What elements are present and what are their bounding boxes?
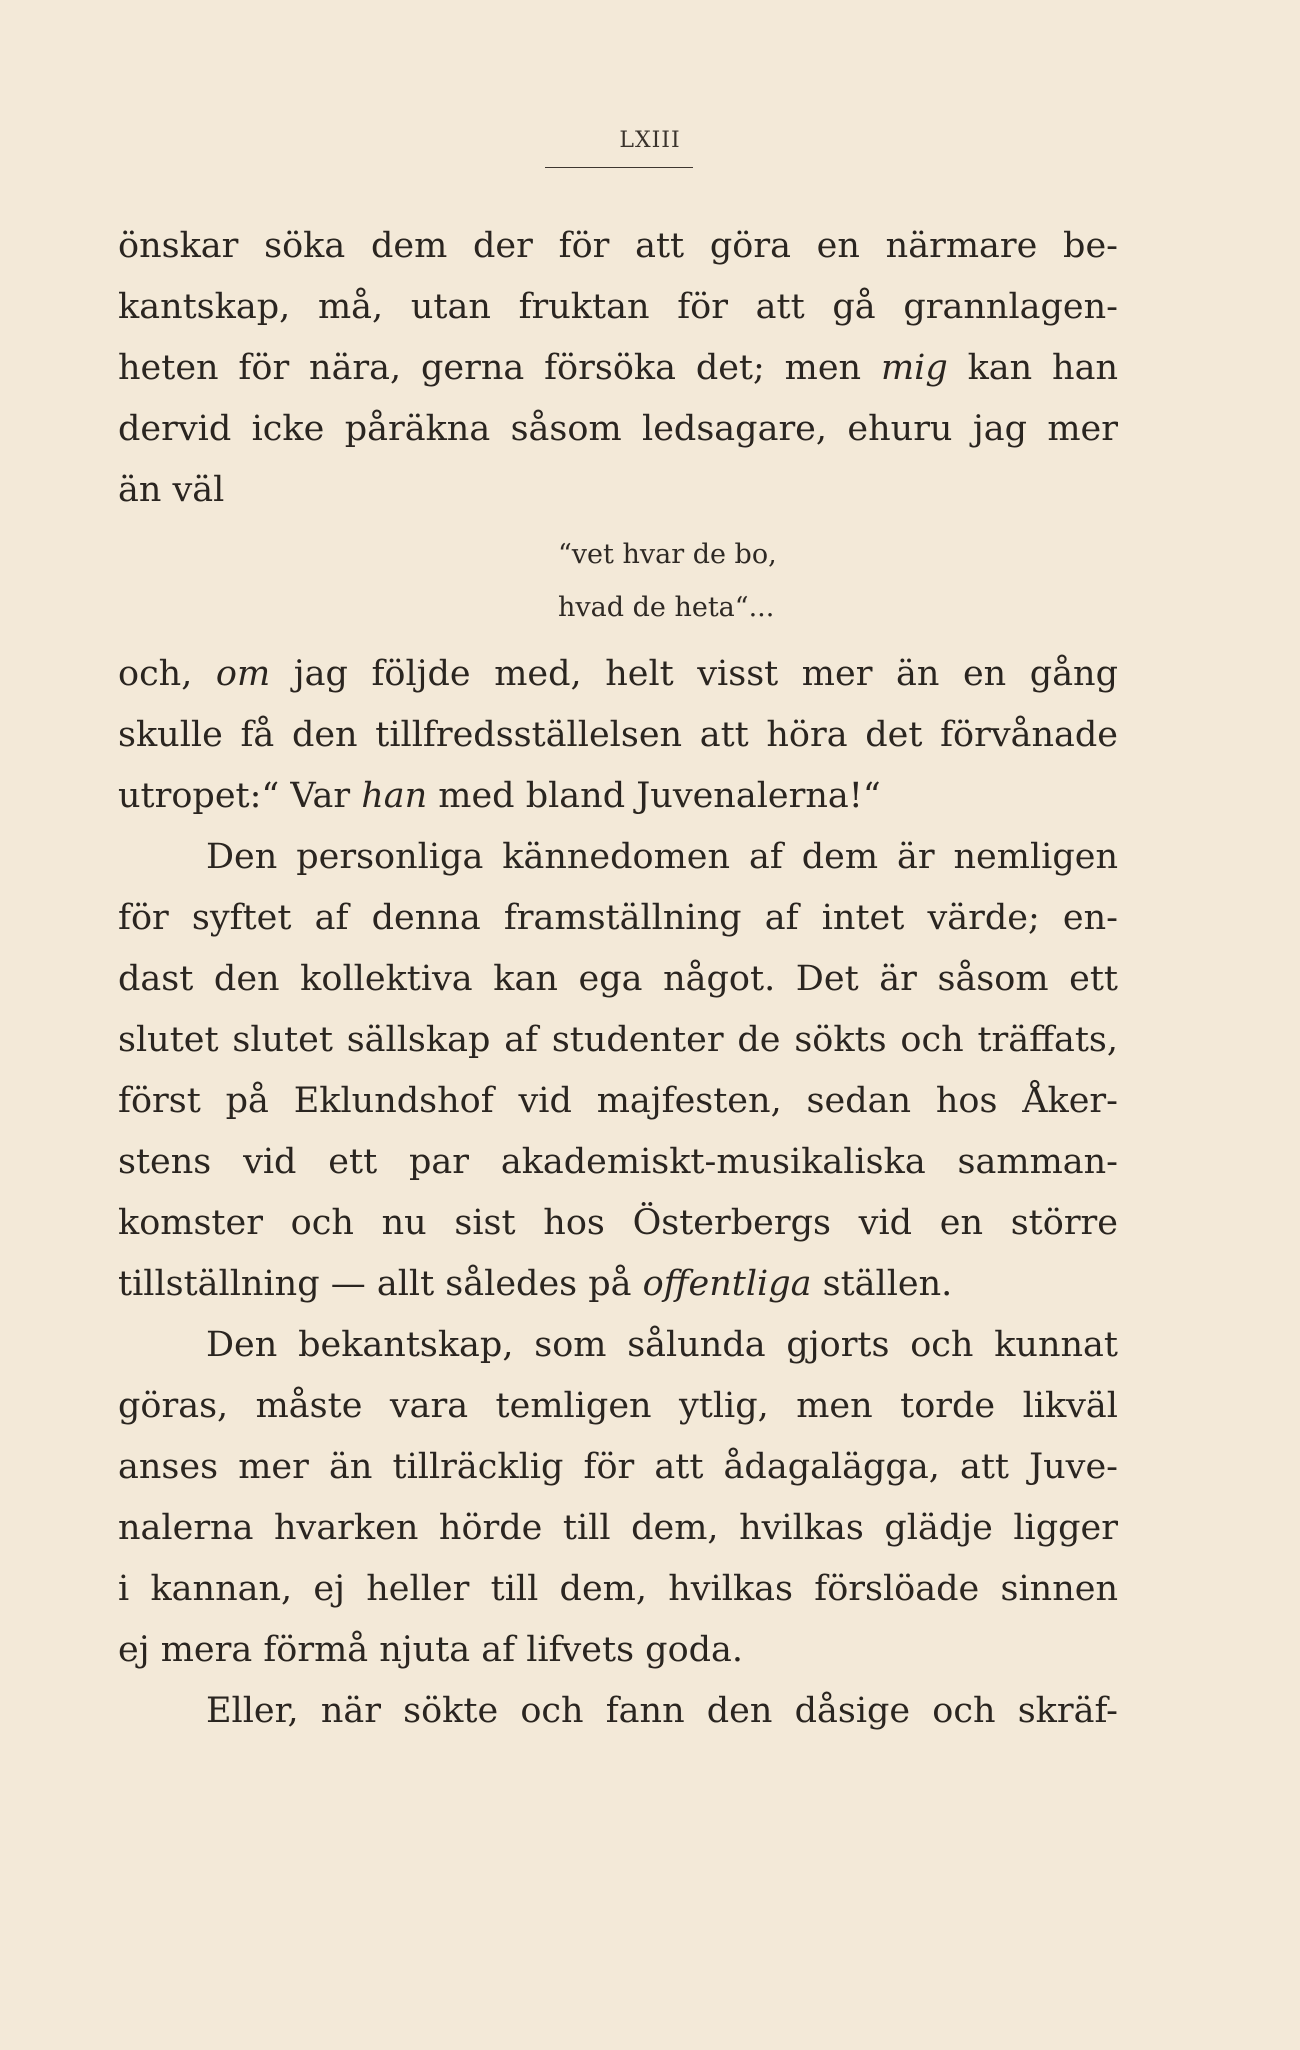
header-rule <box>545 167 693 168</box>
quote-line: “vet hvar de bo, <box>558 539 777 570</box>
text-line: än väl <box>118 470 225 510</box>
quote-line: hvad de heta“... <box>558 592 775 623</box>
text-line: Den personliga kännedomen af dem är nemligen <box>206 837 1118 877</box>
text-line: utropet:“ Var han med bland Juvenalerna!“ <box>118 776 881 816</box>
text-line: nalerna hvarken hörde till dem, hvilkas glädje ligger <box>118 1508 1118 1548</box>
page-number: LXIII <box>619 128 681 153</box>
text-line: tillställning — allt således på offentliga ställen. <box>118 1264 953 1304</box>
text-line: kantskap, må, utan fruktan för att gå grannlagen- <box>118 287 1118 327</box>
text-line: önskar söka dem der för att göra en närmare be- <box>118 226 1118 266</box>
text-line: anses mer än tillräcklig för att ådagalägga, att Juve- <box>118 1447 1118 1487</box>
text-line: dervid icke påräkna såsom ledsagare, ehuru jag mer <box>118 409 1118 449</box>
text-line: Eller, när sökte och fann den dåsige och skräf- <box>206 1691 1118 1731</box>
text-line: komster och nu sist hos Österbergs vid en större <box>118 1203 1118 1243</box>
text-line: Den bekantskap, som sålunda gjorts och kunnat <box>206 1325 1118 1365</box>
text-line: och, om jag följde med, helt visst mer än en gång <box>118 654 1119 694</box>
text-line: i kannan, ej heller till dem, hvilkas förslöade sinnen <box>118 1569 1118 1609</box>
emphasis: om <box>215 654 271 694</box>
text-line: för syftet af denna framställning af intet värde; en- <box>118 898 1118 938</box>
emphasis: offentliga <box>642 1264 812 1304</box>
text-line: först på Eklundshof vid majfesten, sedan hos Åker- <box>118 1081 1118 1121</box>
emphasis: mig <box>880 348 948 388</box>
text-line: ej mera förmå njuta af lifvets goda. <box>118 1630 744 1670</box>
text-line: slutet slutet sällskap af studenter de sökts och träffats, <box>118 1020 1118 1060</box>
text-line: göras, måste vara temligen ytlig, men torde likväl <box>118 1386 1118 1426</box>
text-line: skulle få den tillfredsställelsen att höra det förvånade <box>118 715 1118 755</box>
text-line: heten för nära, gerna försöka det; men mig kan han <box>118 348 1118 388</box>
text-line: stens vid ett par akademiskt-musikaliska samman- <box>118 1142 1118 1182</box>
text-line: dast den kollektiva kan ega något. Det är såsom ett <box>118 959 1118 999</box>
emphasis: han <box>361 776 428 816</box>
